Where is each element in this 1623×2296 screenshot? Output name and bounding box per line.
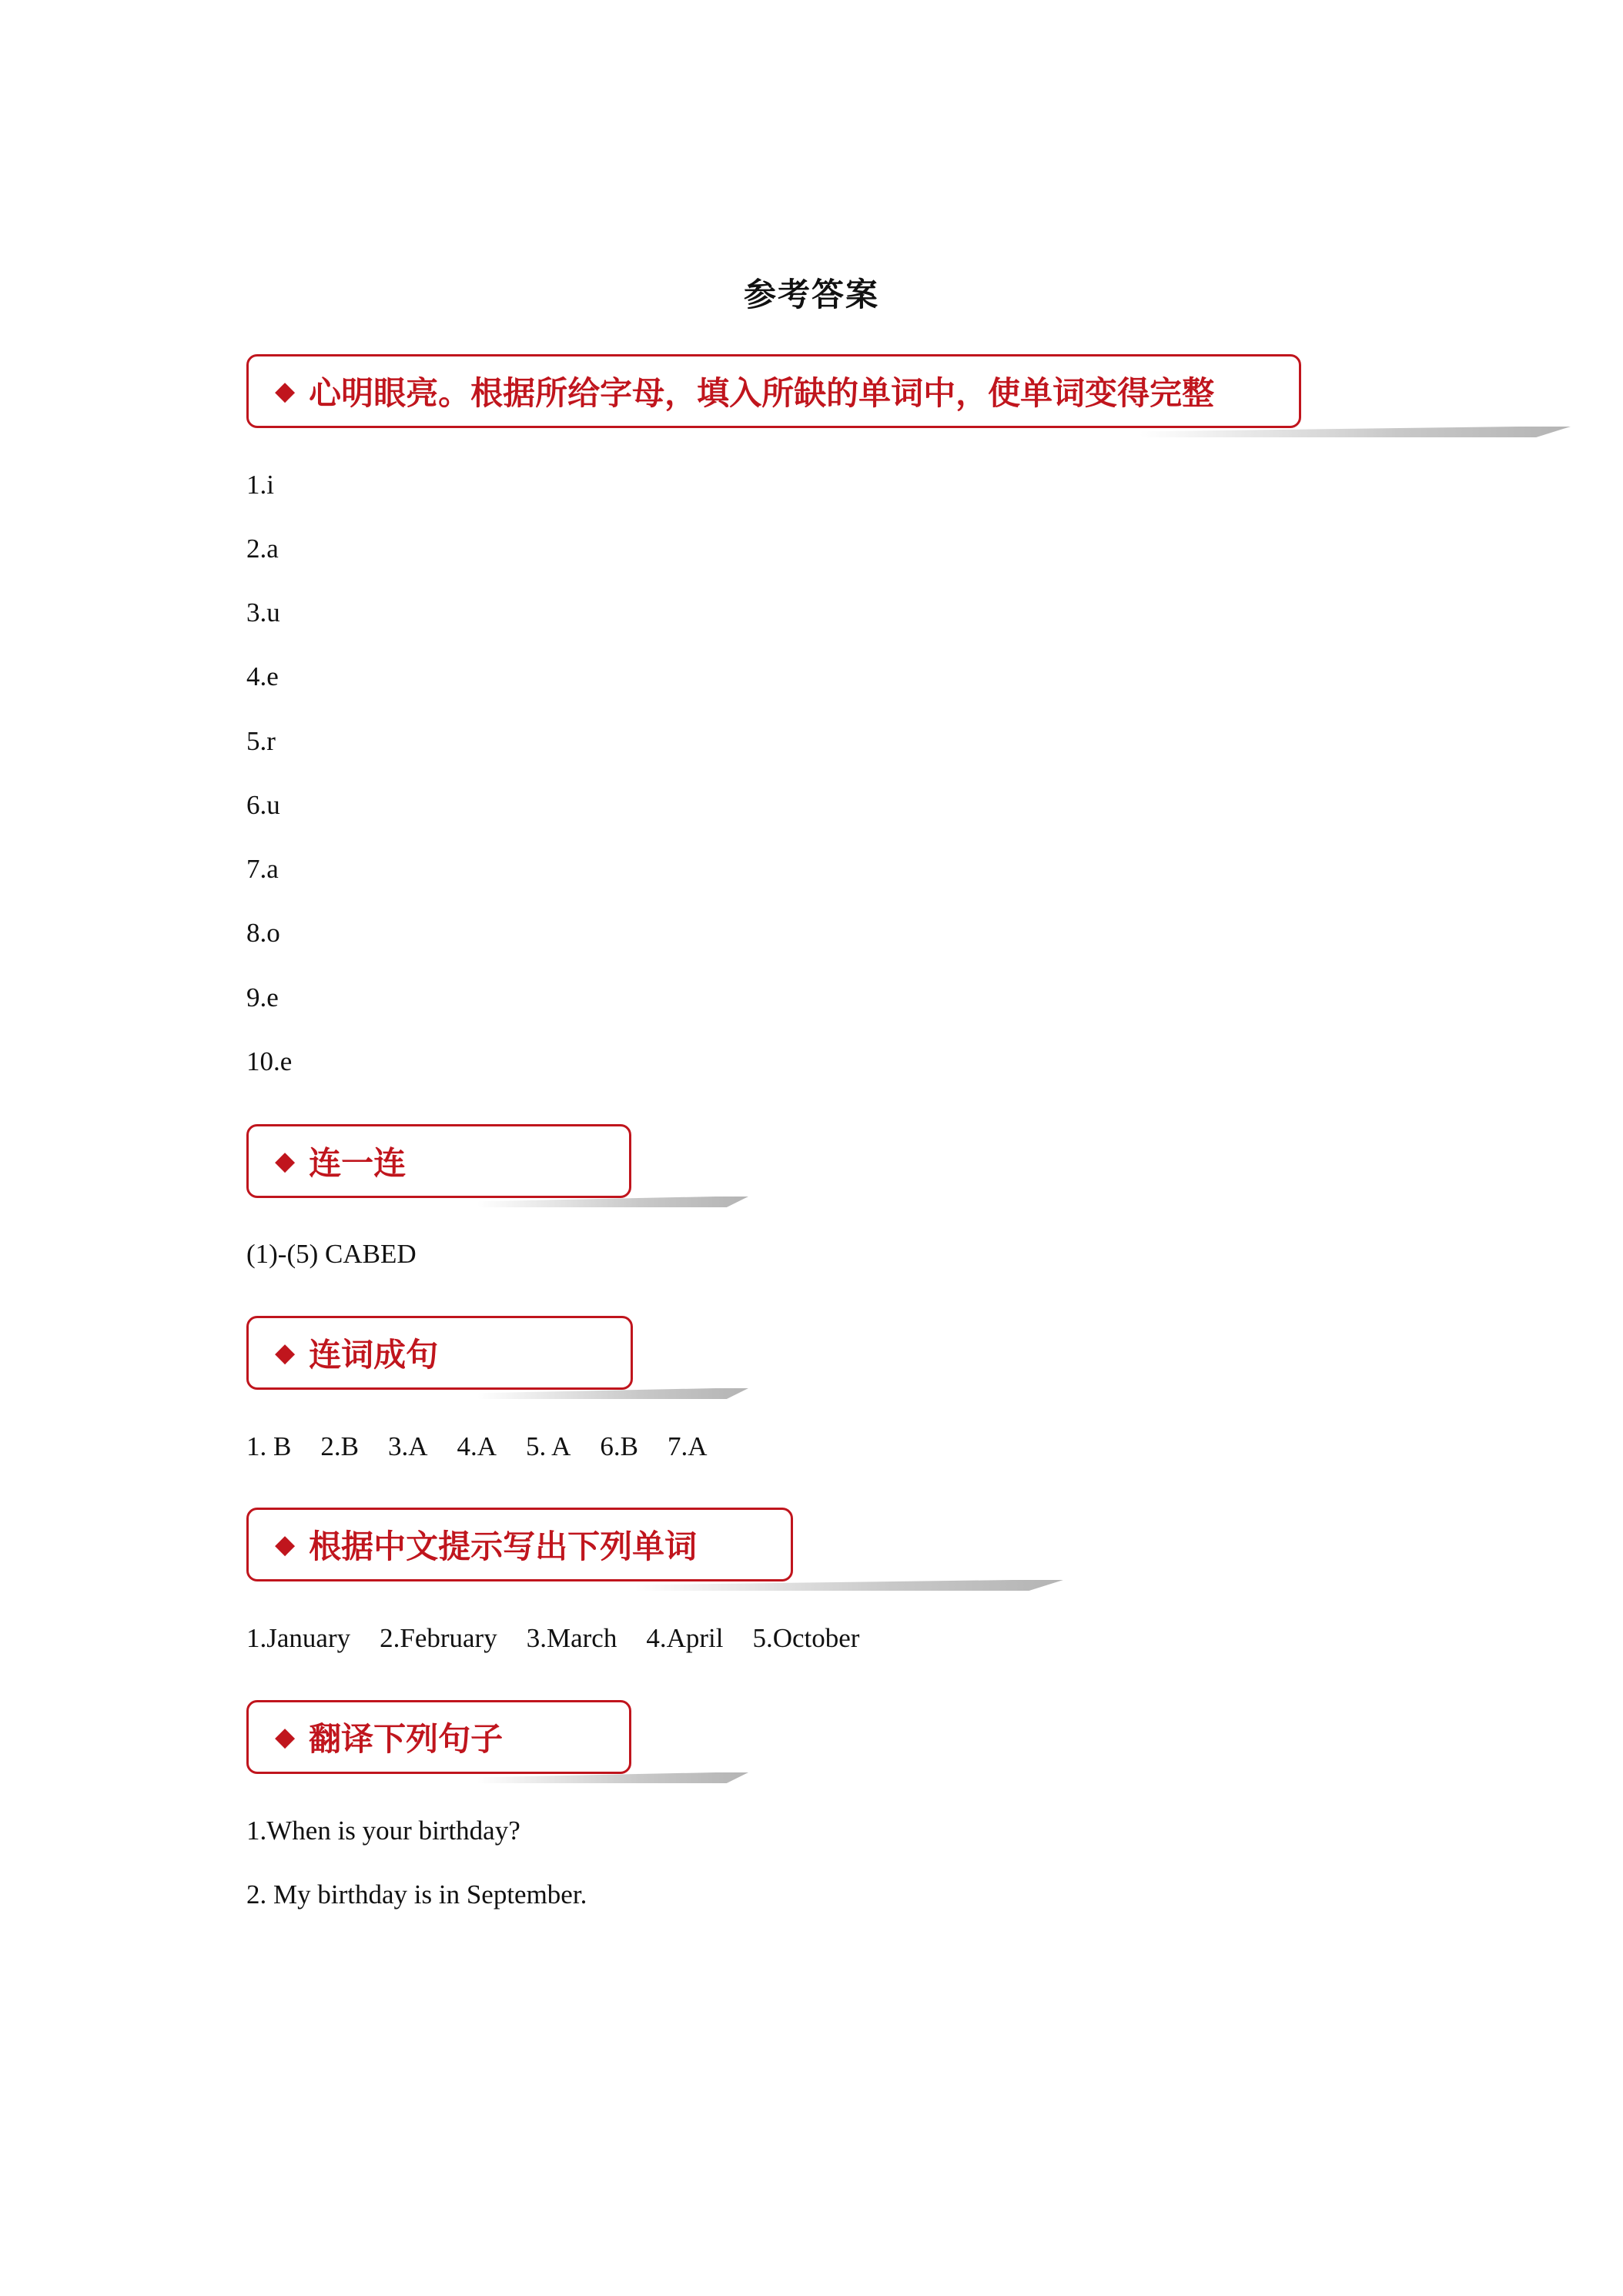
section-title: 连一连 [309, 1144, 407, 1182]
answer-item: 1.January [246, 1623, 351, 1653]
diamond-bullet-icon: ◆ [275, 1146, 296, 1176]
answer-line: 9.e [246, 982, 279, 1012]
answer-row [246, 1431, 708, 1462]
answer-line: (1)-(5) CABED [246, 1239, 417, 1269]
diamond-bullet-icon: ◆ [275, 1529, 296, 1560]
answer-item: 3.A [387, 1431, 428, 1461]
diamond-bullet-icon: ◆ [275, 1337, 296, 1368]
answer-item: 6.B [600, 1431, 638, 1461]
answer-item: 1. B [246, 1431, 292, 1461]
section-title: 根据中文提示写出下列单词 [309, 1528, 698, 1565]
answer-line: 7.a [246, 854, 279, 884]
diamond-bullet-icon: ◆ [275, 1722, 296, 1752]
answer-line: 2.a [246, 534, 279, 564]
answer-line: 10.e [246, 1046, 293, 1076]
answer-item: 4.A [457, 1431, 497, 1461]
section-title: 心明眼亮。根据所给字母，填入所缺的单词中，使单词变得完整 [309, 374, 1215, 412]
page-title: 参考答案 [743, 276, 879, 313]
answer-item: 2.B [320, 1431, 359, 1461]
answer-line: 1.i [246, 470, 274, 500]
section-title: 连词成句 [309, 1336, 439, 1374]
diamond-bullet-icon: ◆ [275, 376, 296, 407]
answer-line: 5.r [246, 726, 276, 756]
section-title: 翻译下列句子 [309, 1720, 504, 1758]
answer-line: 6.u [246, 790, 280, 820]
answer-row [246, 1623, 859, 1654]
answer-line: 8.o [246, 918, 280, 948]
answer-line: 4.e [246, 661, 279, 691]
answer-item: 3.March [526, 1623, 617, 1653]
answer-item: 4.April [646, 1623, 724, 1653]
answer-line: 1.When is your birthday? [246, 1816, 520, 1846]
answer-item: 5. A [526, 1431, 571, 1461]
answer-item: 5.October [752, 1623, 860, 1653]
answer-line: 3.u [246, 597, 280, 628]
answer-item: 2.February [380, 1623, 497, 1653]
answer-item: 7.A [668, 1431, 708, 1461]
answer-line: 2. My birthday is in September. [246, 1879, 587, 1909]
